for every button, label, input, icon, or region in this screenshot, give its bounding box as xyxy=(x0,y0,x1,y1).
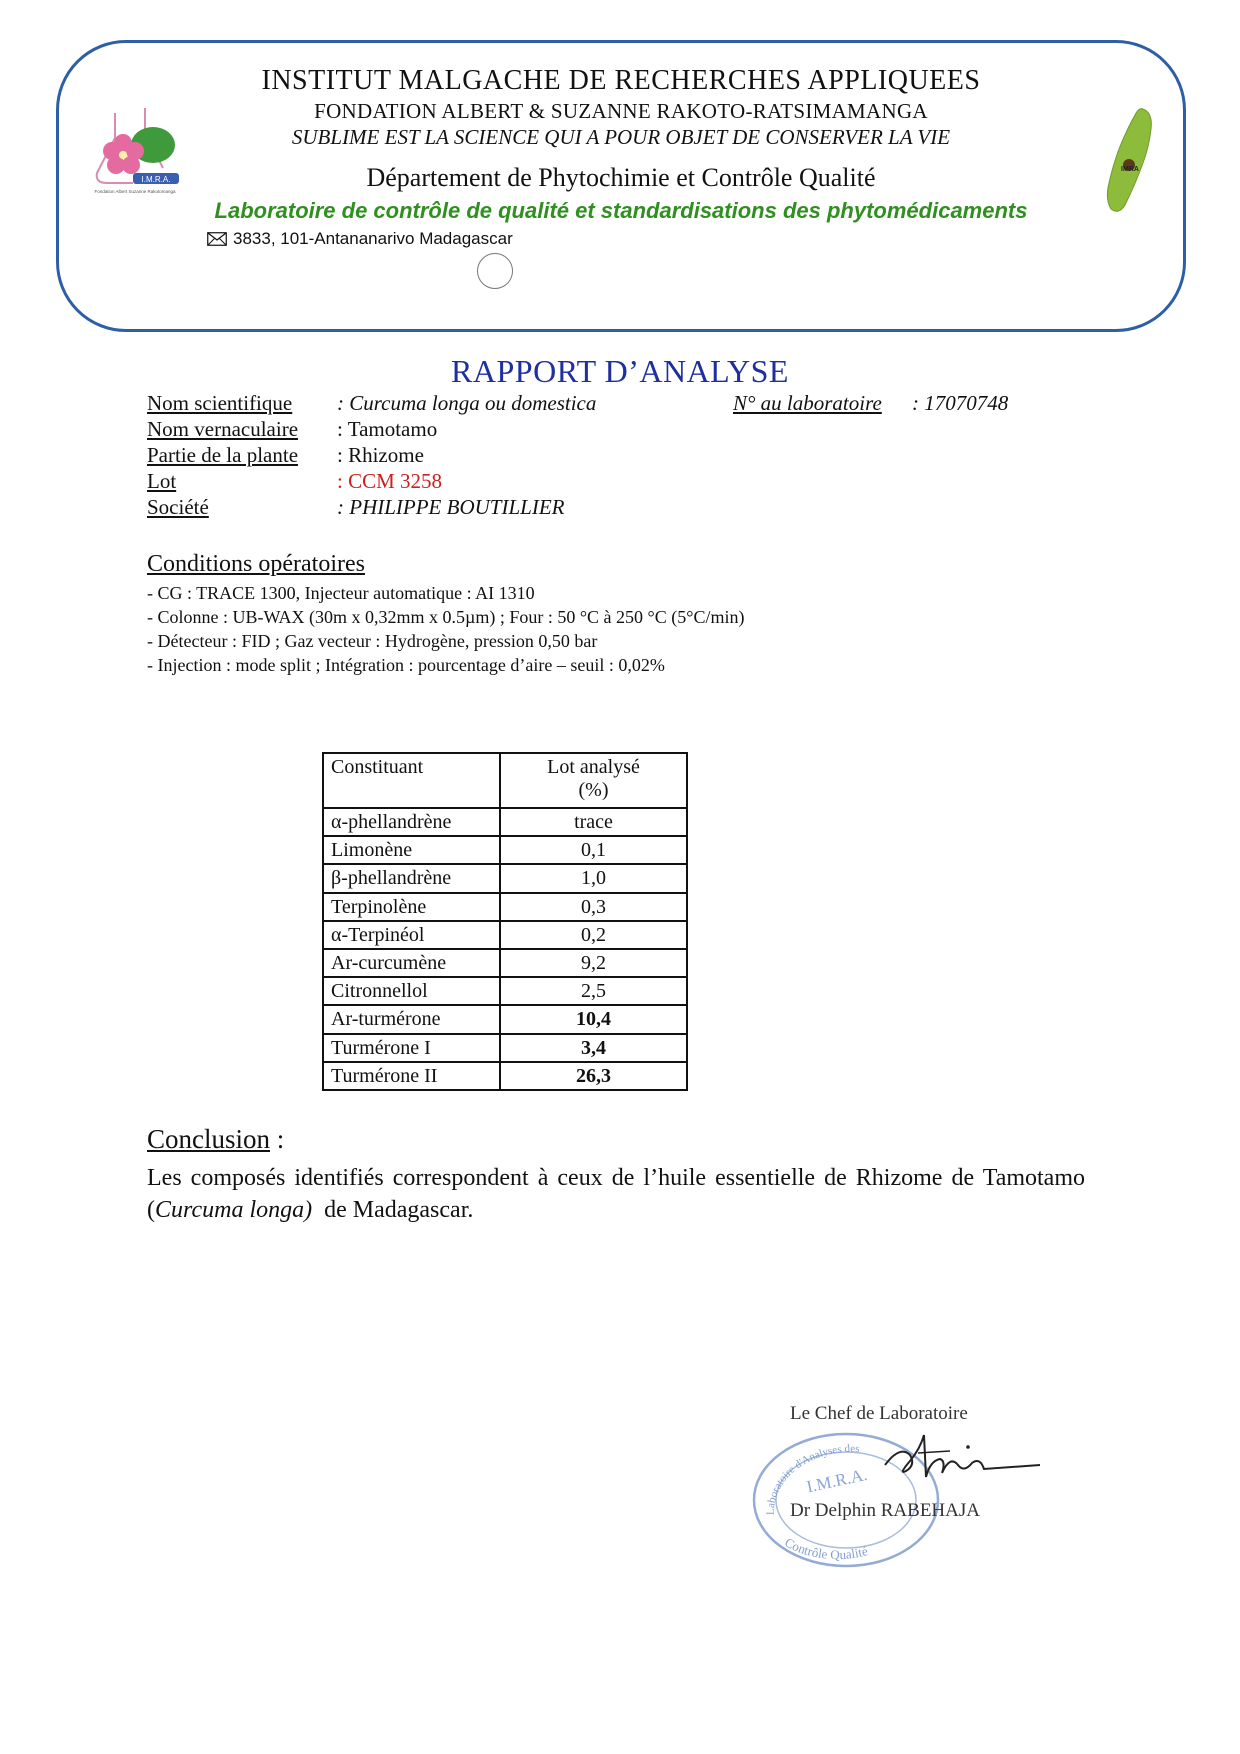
logo-left-subtext: Fondation Albert Suzanne Rakotomanga xyxy=(94,189,176,194)
constituent-value: 26,3 xyxy=(500,1062,687,1090)
conclusion-text xyxy=(147,1162,1085,1226)
table-row xyxy=(323,977,687,1005)
constituent-value: trace xyxy=(500,808,687,836)
stamp-arc-text-bottom xyxy=(782,1534,869,1562)
lab-number-value: : 17070748 xyxy=(912,391,1009,415)
conclusion-text-part2: de Madagascar. xyxy=(312,1197,474,1223)
info-value: : Rhizome xyxy=(337,443,424,467)
constituent-value: 0,3 xyxy=(500,893,687,921)
table-row xyxy=(323,836,687,864)
postal-address xyxy=(207,229,513,249)
table-row xyxy=(323,949,687,977)
constituent-value: 1,0 xyxy=(500,864,687,892)
conclusion-colon: : xyxy=(270,1124,285,1154)
stamp-text-1: Laboratoire d'Analyses des xyxy=(764,1442,860,1516)
table-row xyxy=(323,893,687,921)
institute-motto: SUBLIME EST LA SCIENCE QUI A POUR OBJET DE CONSERVER LA VIE xyxy=(291,125,951,149)
condition-line: - CG : TRACE 1300, Injecteur automatique : AI 1310 xyxy=(147,583,535,603)
conclusion-title: Conclusion xyxy=(147,1124,271,1154)
constituent-name: Terpinolène xyxy=(323,893,500,921)
signatory-name: Dr Delphin RABEHAJA xyxy=(790,1500,980,1521)
address-text: 3833, 101-Antananarivo Madagascar xyxy=(233,229,513,248)
table-row xyxy=(323,864,687,892)
constituent-value: 0,2 xyxy=(500,921,687,949)
handwritten-signature-icon xyxy=(880,1425,1050,1495)
info-label: Partie de la plante xyxy=(147,443,299,467)
constituent-value: 9,2 xyxy=(500,949,687,977)
envelope-icon xyxy=(207,232,227,246)
stamp-center-text: I.M.R.A. xyxy=(804,1464,869,1497)
constituent-name: Turmérone I xyxy=(323,1034,500,1062)
constituent-value: 3,4 xyxy=(500,1034,687,1062)
constituent-name: β-phellandrène xyxy=(323,864,500,892)
info-label: Lot xyxy=(147,469,177,493)
constituent-name: Ar-curcumène xyxy=(323,949,500,977)
constituent-value: 10,4 xyxy=(500,1005,687,1033)
condition-line: - Colonne : UB-WAX (30m x 0,32mm x 0.5µm) ; Four : 50 °C à 250 °C (5°C/min) xyxy=(147,607,745,627)
stamp-text-3: Contrôle Qualité xyxy=(782,1534,870,1563)
constituent-name: Limonène xyxy=(323,836,500,864)
conclusion-text-italic: Curcuma longa) xyxy=(155,1197,313,1223)
logo-right-text: IMRA xyxy=(1121,166,1139,173)
conclusion-text-part1: Les composés identifiés correspondent à ceux de l’huile essentielle de Rhizome de Tamotamo ( xyxy=(147,1165,1085,1223)
constituent-value: 0,1 xyxy=(500,836,687,864)
info-label: Nom scientifique xyxy=(147,391,293,415)
department-name: Département de Phytochimie et Contrôle Qualité xyxy=(366,163,876,192)
header-lot-value xyxy=(500,753,687,808)
conditions-title: Conditions opératoires xyxy=(147,551,365,577)
results-table-wrapper xyxy=(322,752,688,1091)
info-value: : Tamotamo xyxy=(337,417,438,441)
constituent-name: Citronnellol xyxy=(323,977,500,1005)
punch-hole xyxy=(477,253,513,289)
constituent-name: Ar-turmérone xyxy=(323,1005,500,1033)
table-row xyxy=(323,1005,687,1033)
constituent-name: Turmérone II xyxy=(323,1062,500,1090)
signatory-role: Le Chef de Laboratoire xyxy=(790,1403,968,1424)
table-row xyxy=(323,808,687,836)
results-table xyxy=(322,752,688,1091)
table-header-row xyxy=(323,753,687,808)
table-row xyxy=(323,1034,687,1062)
lab-number-label: N° au laboratoire xyxy=(733,391,882,415)
info-value: : Curcuma longa ou domestica xyxy=(337,391,597,415)
condition-line: - Injection : mode split ; Intégration : pourcentage d’aire – seuil : 0,02% xyxy=(147,655,665,675)
table-row xyxy=(323,1062,687,1090)
logo-left-text: I.M.R.A. xyxy=(141,175,171,184)
report-title: RAPPORT D’ANALYSE xyxy=(451,353,789,389)
constituent-name: α-Terpinéol xyxy=(323,921,500,949)
letterhead-frame xyxy=(56,40,1186,332)
info-value: : CCM 3258 xyxy=(337,469,443,493)
condition-line: - Détecteur : FID ; Gaz vecteur : Hydrogène, pression 0,50 bar xyxy=(147,631,598,651)
constituent-value: 2,5 xyxy=(500,977,687,1005)
foundation-name: FONDATION ALBERT & SUZANNE RAKOTO-RATSIMAMANGA xyxy=(314,99,928,123)
institute-name: INSTITUT MALGACHE DE RECHERCHES APPLIQUEES xyxy=(261,65,981,96)
header-lot-line2: (%) xyxy=(578,779,609,801)
constituent-name: α-phellandrène xyxy=(323,808,500,836)
table-row xyxy=(323,921,687,949)
info-label: Société xyxy=(147,495,209,519)
conclusion-heading xyxy=(147,1124,284,1155)
info-label: Nom vernaculaire xyxy=(147,417,299,441)
madagascar-map-logo-icon xyxy=(1099,103,1169,223)
info-value: : PHILIPPE BOUTILLIER xyxy=(337,495,565,519)
header-lot-line1: Lot analysé xyxy=(547,756,640,778)
laboratory-name: Laboratoire de contrôle de qualité et standardisations des phytomédicaments xyxy=(214,198,1028,223)
header-constituent: Constituant xyxy=(323,753,500,808)
